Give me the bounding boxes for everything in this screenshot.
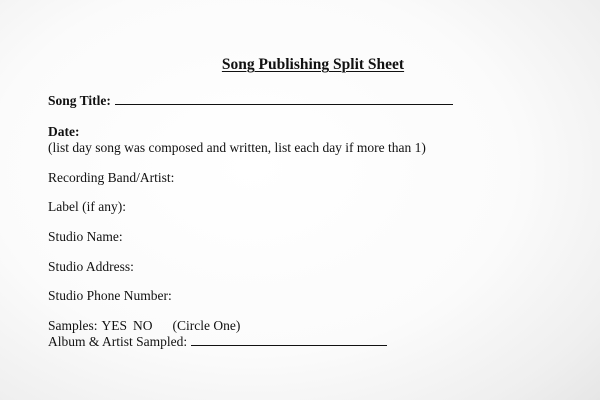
samples-label: Samples: — [48, 318, 98, 333]
song-title-row — [48, 93, 453, 109]
song-title-blank[interactable] — [115, 93, 453, 105]
samples-no-option[interactable]: NO — [133, 318, 153, 333]
song-title-label: Song Title: — [48, 93, 111, 108]
studio-phone-label: Studio Phone Number: — [48, 288, 172, 303]
samples-instruction: (Circle One) — [172, 318, 241, 333]
album-artist-sampled-blank[interactable] — [191, 334, 387, 346]
date-instructions: (list day song was composed and written, list each day if more than 1) — [48, 140, 426, 155]
studio-name-label: Studio Name: — [48, 229, 123, 244]
label-label: Label (if any): — [48, 199, 126, 214]
date-label: Date: — [48, 124, 80, 139]
album-artist-sampled-row — [48, 334, 387, 350]
document-title: Song Publishing Split Sheet — [221, 56, 405, 73]
studio-address-label: Studio Address: — [48, 259, 134, 274]
samples-yes-option[interactable]: YES — [101, 318, 128, 333]
samples-row — [48, 318, 240, 334]
recording-band-label: Recording Band/Artist: — [48, 170, 175, 185]
album-artist-sampled-label: Album & Artist Sampled: — [48, 334, 188, 349]
